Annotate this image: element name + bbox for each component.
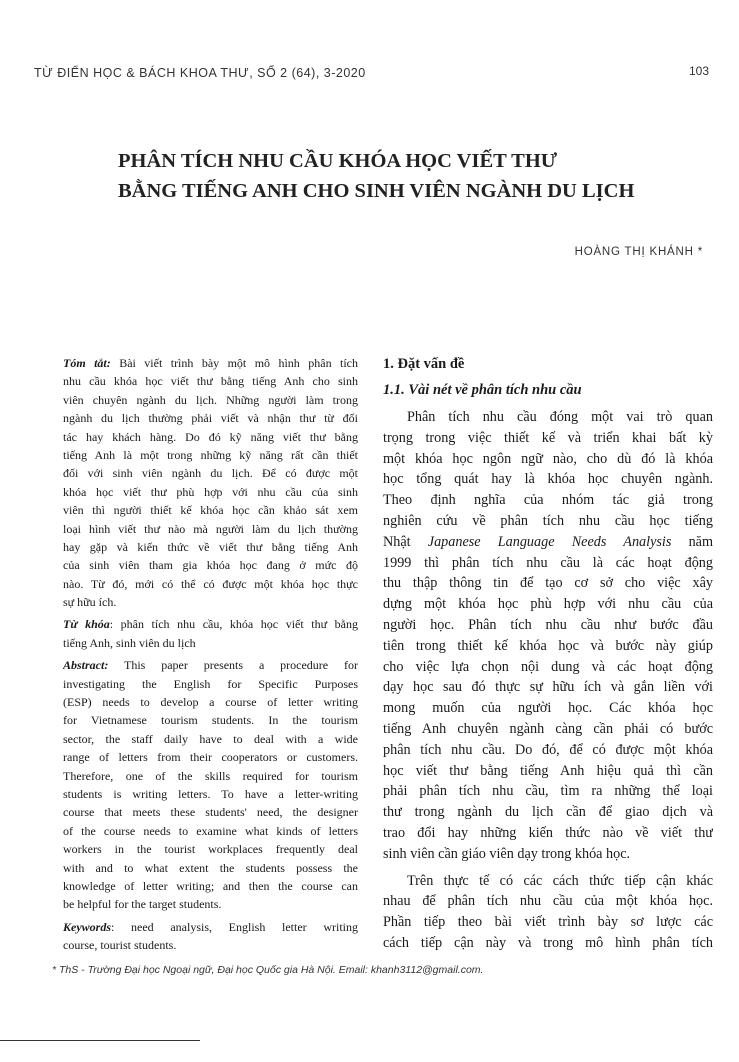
english-abstract	[63, 656, 358, 913]
text-line	[63, 354, 358, 372]
line-text: loại hình viết thư nào mà người làm du lịch thường	[63, 521, 358, 536]
text-line	[63, 446, 358, 464]
section-heading: 1. Đặt vấn đề	[383, 356, 465, 372]
line-text: nhu cầu khóa học viết thư bằng tiếng Anh cho sinh	[63, 374, 358, 389]
text-line	[63, 767, 358, 785]
line-text: knowledge of letter writing; and then the course can	[63, 878, 358, 893]
line-text: of the course needs to examine what kinds of letters	[63, 823, 358, 838]
text-line	[383, 615, 713, 636]
line-text: phân tích nhu cầu. Do đó, để có được một khóa	[383, 741, 713, 758]
text-line	[63, 936, 358, 954]
text-line	[383, 891, 713, 912]
running-header: TỪ ĐIỂN HỌC & BÁCH KHOA THƯ, SỐ 2 (64), 3-2020	[34, 66, 366, 80]
line-text: năm	[671, 533, 713, 550]
text-line	[383, 823, 713, 844]
label: Abstract:	[63, 658, 109, 673]
line-text: hay gặp và kiến thức về viết thư bằng tiếng Anh	[63, 539, 358, 554]
line-text: course, tourist students.	[63, 938, 177, 953]
label: Keywords	[63, 919, 111, 934]
subsection-heading: 1.1. Vài nét về phân tích nhu cầu	[383, 382, 582, 398]
text-line	[63, 656, 358, 674]
line-text: thu thập thông tin để tạo cơ sở cho việc xây	[383, 575, 713, 592]
line-text: sinh viên cần giáo viên dạy trong khóa học.	[383, 845, 631, 862]
line-text: workers in the tourist workplaces frequently deal	[63, 842, 358, 857]
text-line	[63, 372, 358, 390]
line-text: ngành du lịch thường phải viết và nhận thư từ đối	[63, 411, 358, 426]
line-text: Bài viết trình bày một mô hình phân tích	[110, 356, 358, 370]
text-line	[63, 711, 358, 729]
text-line	[383, 781, 713, 802]
title-line-2: BẰNG TIẾNG ANH CHO SINH VIÊN NGÀNH DU LỊCH	[118, 180, 635, 202]
text-line	[63, 859, 358, 877]
text-line	[63, 464, 358, 482]
line-text: with and to what extent the students possess the	[63, 860, 358, 875]
text-line	[63, 840, 358, 858]
abstract-column	[63, 354, 358, 955]
article-title	[118, 146, 718, 206]
line-text: của sinh viên tham gia khóa học đang ở mức độ	[63, 558, 358, 573]
line-text: 1999 thì phân tích nhu cầu là các hoạt động	[383, 554, 713, 571]
text-line	[63, 918, 358, 936]
author: HOÀNG THỊ KHÁNH *	[574, 246, 703, 258]
text-line	[63, 748, 358, 766]
text-line	[63, 538, 358, 556]
text-line	[383, 573, 713, 594]
line-text: investigating the English for Specific Purposes	[63, 676, 358, 691]
title-line-1: PHÂN TÍCH NHU CẦU KHÓA HỌC VIẾT THƯ	[118, 150, 558, 172]
text-line	[383, 719, 713, 740]
text-line	[63, 693, 358, 711]
text-line	[383, 871, 713, 892]
line-text: trao đổi hay những kiến thức nào về viết thư	[383, 824, 713, 841]
text-line	[383, 740, 713, 761]
line-text: phải phân tích nhu cầu, tìm ra những thể loại	[383, 783, 713, 800]
line-text: Therefore, one of the skills required for tourism	[63, 768, 358, 783]
text-line	[63, 730, 358, 748]
line-text: dạy học sau đó thực sự hữu ích và gắn liền với	[383, 679, 713, 696]
text-line	[63, 593, 358, 611]
text-line	[383, 912, 713, 933]
text-line	[63, 409, 358, 427]
line-text: (ESP) needs to develop a course of letter writing	[63, 695, 358, 710]
line-text: mong muốn của người học. Các khóa học	[383, 700, 713, 717]
label: Từ khóa	[63, 617, 110, 632]
english-keywords	[63, 918, 358, 955]
line-text: students is writing letters. To have a letter-writing	[63, 786, 358, 801]
line-text: cho việc lựa chọn nội dung và các hoạt động	[383, 658, 713, 675]
text-line	[63, 803, 358, 821]
text-line	[383, 636, 713, 657]
line-text: học viết thư bằng tiếng Anh hiệu quả thì cần	[383, 762, 713, 779]
line-text: khóa học viết thư phù hợp với nhu cầu của sinh	[63, 484, 358, 499]
text-line	[63, 895, 358, 913]
line-text: Phân tích nhu cầu đóng một vai trò quan	[407, 409, 713, 425]
text-line	[63, 675, 358, 693]
paragraph-2	[383, 871, 713, 954]
line-text: cách tiếp cận này và trong mô hình phân tích	[383, 934, 713, 951]
vietnamese-abstract	[63, 354, 358, 611]
text-line	[383, 449, 713, 470]
line-text: nào. Từ đó, mới có thể có được một khóa học thực	[63, 576, 358, 591]
text-line	[383, 407, 713, 428]
text-line	[63, 785, 358, 803]
line-text: sector, the staff daily have to deal with a wide	[63, 731, 358, 746]
line-text: be helpful for the target students.	[63, 897, 222, 912]
text-line	[383, 844, 713, 865]
text-line	[63, 428, 358, 446]
line-text: sự hữu ích.	[63, 595, 117, 610]
body-column	[383, 354, 713, 954]
page-number: 103	[688, 64, 709, 78]
text-line	[63, 634, 358, 652]
line-text: học tổng quát hay là khóa học chuyên ngành.	[383, 471, 713, 488]
text-line	[63, 520, 358, 538]
text-line	[383, 511, 713, 532]
text-line	[63, 391, 358, 409]
line-text: tiếng Anh là một trong những kỹ năng rất cần thiết	[63, 447, 358, 462]
text-line	[63, 556, 358, 574]
text-line	[63, 877, 358, 895]
line-text: một khóa học ngôn ngữ nào, cho dù đó là khóa	[383, 450, 713, 467]
line-text: tiếng Anh, sinh viên du lịch	[63, 635, 196, 650]
text-line	[383, 490, 713, 511]
line-text: dựng một khóa học phù hợp với nhu cầu của	[383, 596, 713, 613]
text-line	[383, 428, 713, 449]
line-text: course that meets these students' need, the designer	[63, 805, 358, 820]
line-text: viên thì người thiết kế khóa học cần khảo sát xem	[63, 503, 358, 518]
text-line	[63, 575, 358, 593]
paragraph-1	[383, 407, 713, 865]
text-line	[383, 553, 713, 574]
line-text: This paper presents a procedure for	[108, 658, 358, 673]
line-text: tiếng Anh chuyên ngành càng cần phải có bước	[383, 720, 713, 737]
line-text: người học. Phân tích nhu cầu như bước đầu	[383, 616, 713, 633]
line-text: tác hay khách hàng. Do đó kỹ năng viết thư bằng	[63, 429, 358, 444]
text-line	[63, 822, 358, 840]
line-text: thư trong ngành du lịch cần để giao dịch và	[383, 804, 713, 821]
vietnamese-keywords	[63, 615, 358, 652]
line-text: Trên thực tế có các cách thức tiếp cận khác	[407, 872, 713, 889]
bottom-rule	[0, 1040, 200, 1041]
text-line	[383, 802, 713, 823]
footnote: * ThS - Trường Đại học Ngoại ngữ, Đại học Quốc gia Hà Nội. Email: khanh3112@gmail.com.	[52, 964, 484, 976]
line-text: nghiên cứu về phân tích nhu cầu học tiếng	[383, 512, 713, 529]
line-text: : phân tích nhu cầu, khóa học viết thư bằng	[109, 617, 358, 632]
text-line	[383, 532, 713, 553]
text-line	[383, 698, 713, 719]
line-text: Phần tiếp theo bài viết trình bày sơ lược các	[383, 914, 713, 931]
text-line	[63, 483, 358, 501]
text-line	[383, 657, 713, 678]
text-line	[63, 501, 358, 519]
text-line	[383, 933, 713, 954]
line-text: đối với sinh viên ngành du lịch. Để có được một	[63, 466, 358, 481]
line-text: tiên trong thiết kế khóa học và bước này giúp	[383, 637, 713, 654]
line-text: Theo định nghĩa của nhóm tác giả trong	[383, 492, 713, 509]
label: Tóm tắt:	[63, 356, 111, 370]
line-text: trọng trong việc thiết kế và triển khai bất kỳ	[383, 429, 713, 446]
text-line	[383, 677, 713, 698]
line-text: : need analysis, English letter writing	[111, 919, 358, 934]
text-line	[383, 594, 713, 615]
line-text: range of letters from their cooperators or customers.	[63, 750, 358, 765]
line-text: Nhật	[383, 533, 428, 550]
text-line	[63, 615, 358, 633]
line-text: viên chuyên ngành du lịch. Những người làm trong	[63, 392, 358, 407]
italic-title: Japanese Language Needs Analysis	[427, 533, 672, 550]
text-line	[383, 761, 713, 782]
text-line	[383, 469, 713, 490]
line-text: for Vietnamese tourism students. In the tourism	[63, 713, 358, 728]
line-text: nhau để phân tích nhu cầu của một khóa học.	[383, 893, 713, 910]
